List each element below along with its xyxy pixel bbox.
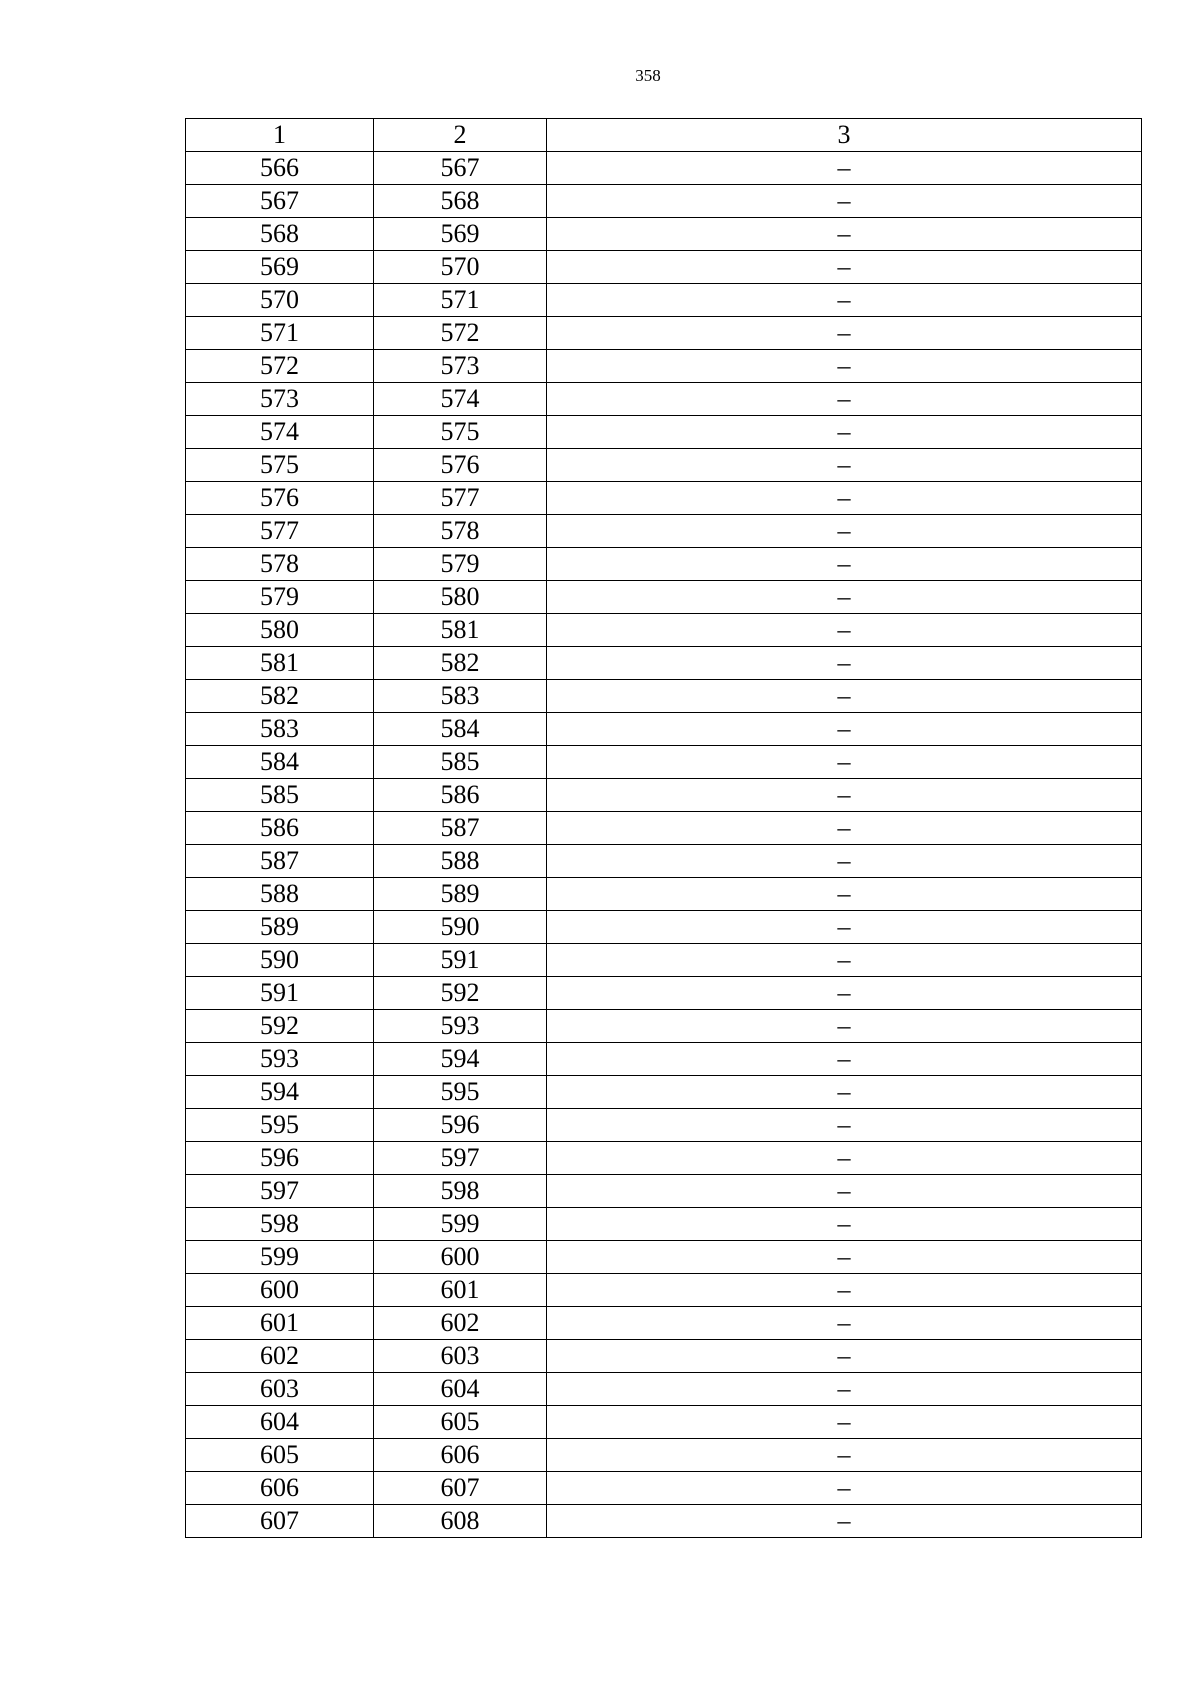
table-cell-col-3: –: [547, 1340, 1142, 1373]
table-cell-col-3: –: [547, 515, 1142, 548]
table-cell-col-3: –: [547, 1274, 1142, 1307]
table-row: [186, 1373, 1142, 1406]
table-cell-col-1: 588: [186, 878, 374, 911]
table-cell-col-1: 579: [186, 581, 374, 614]
table-cell-col-3: –: [547, 977, 1142, 1010]
table-cell-col-1: 604: [186, 1406, 374, 1439]
table-cell-col-3: –: [547, 1241, 1142, 1274]
table-cell-col-3: –: [547, 185, 1142, 218]
table-row: [186, 647, 1142, 680]
table-row: [186, 911, 1142, 944]
table-cell-col-1: 567: [186, 185, 374, 218]
table-cell-col-3: –: [547, 416, 1142, 449]
table-cell-col-2: 606: [374, 1439, 547, 1472]
table-cell-col-1: 598: [186, 1208, 374, 1241]
table-cell-col-2: 585: [374, 746, 547, 779]
table-row: [186, 1241, 1142, 1274]
table-cell-col-1: 592: [186, 1010, 374, 1043]
table-cell-col-3: –: [547, 878, 1142, 911]
header-cell-2: 2: [374, 119, 547, 152]
table-row: [186, 680, 1142, 713]
table-cell-col-3: –: [547, 350, 1142, 383]
table-row: [186, 449, 1142, 482]
header-cell-3: 3: [547, 119, 1142, 152]
table-cell-col-1: 582: [186, 680, 374, 713]
table-cell-col-1: 569: [186, 251, 374, 284]
table-row: [186, 482, 1142, 515]
table-row: [186, 416, 1142, 449]
table-row: [186, 1208, 1142, 1241]
table-cell-col-2: 600: [374, 1241, 547, 1274]
table-cell-col-3: –: [547, 1076, 1142, 1109]
table-row: [186, 614, 1142, 647]
table-row: [186, 350, 1142, 383]
table-cell-col-2: 582: [374, 647, 547, 680]
table-cell-col-2: 569: [374, 218, 547, 251]
table-row: [186, 1340, 1142, 1373]
table-cell-col-2: 588: [374, 845, 547, 878]
table-cell-col-3: –: [547, 812, 1142, 845]
table-cell-col-2: 590: [374, 911, 547, 944]
table-cell-col-2: 608: [374, 1505, 547, 1538]
table-row: [186, 746, 1142, 779]
table-cell-col-3: –: [547, 713, 1142, 746]
table-row: [186, 779, 1142, 812]
table-cell-col-1: 601: [186, 1307, 374, 1340]
table-row: [186, 1439, 1142, 1472]
table-cell-col-2: 601: [374, 1274, 547, 1307]
table-row: [186, 548, 1142, 581]
table-cell-col-2: 577: [374, 482, 547, 515]
table-cell-col-2: 568: [374, 185, 547, 218]
table-cell-col-1: 605: [186, 1439, 374, 1472]
table-cell-col-2: 567: [374, 152, 547, 185]
table-cell-col-1: 591: [186, 977, 374, 1010]
table-cell-col-1: 603: [186, 1373, 374, 1406]
table-cell-col-2: 576: [374, 449, 547, 482]
table-cell-col-3: –: [547, 383, 1142, 416]
table-header-row: [186, 119, 1142, 152]
table-cell-col-3: –: [547, 1208, 1142, 1241]
table-cell-col-1: 566: [186, 152, 374, 185]
table-cell-col-3: –: [547, 1505, 1142, 1538]
table-cell-col-1: 600: [186, 1274, 374, 1307]
table-row: [186, 1043, 1142, 1076]
table-cell-col-1: 568: [186, 218, 374, 251]
table-cell-col-2: 598: [374, 1175, 547, 1208]
table-cell-col-2: 574: [374, 383, 547, 416]
table-row: [186, 284, 1142, 317]
table-cell-col-1: 590: [186, 944, 374, 977]
table-cell-col-2: 583: [374, 680, 547, 713]
table-row: [186, 845, 1142, 878]
table-row: [186, 1472, 1142, 1505]
table-cell-col-2: 571: [374, 284, 547, 317]
table-cell-col-3: –: [547, 845, 1142, 878]
table-cell-col-3: –: [547, 581, 1142, 614]
table-cell-col-1: 599: [186, 1241, 374, 1274]
table-row: [186, 1274, 1142, 1307]
table-cell-col-3: –: [547, 449, 1142, 482]
table-cell-col-3: –: [547, 647, 1142, 680]
table-row: [186, 218, 1142, 251]
table-row: [186, 317, 1142, 350]
table-cell-col-1: 581: [186, 647, 374, 680]
table-cell-col-1: 576: [186, 482, 374, 515]
table-cell-col-3: –: [547, 1307, 1142, 1340]
table-cell-col-2: 607: [374, 1472, 547, 1505]
table-row: [186, 713, 1142, 746]
table-cell-col-2: 572: [374, 317, 547, 350]
table-row: [186, 581, 1142, 614]
table-body: [186, 119, 1142, 1538]
table-cell-col-3: –: [547, 680, 1142, 713]
table-cell-col-2: 602: [374, 1307, 547, 1340]
table-cell-col-2: 592: [374, 977, 547, 1010]
table-cell-col-1: 575: [186, 449, 374, 482]
table-cell-col-1: 572: [186, 350, 374, 383]
table-row: [186, 152, 1142, 185]
table-cell-col-3: –: [547, 911, 1142, 944]
table-cell-col-2: 594: [374, 1043, 547, 1076]
table-cell-col-1: 570: [186, 284, 374, 317]
table-row: [186, 1175, 1142, 1208]
table-row: [186, 944, 1142, 977]
table-cell-col-2: 573: [374, 350, 547, 383]
table-cell-col-1: 583: [186, 713, 374, 746]
table-cell-col-2: 581: [374, 614, 547, 647]
table-cell-col-3: –: [547, 482, 1142, 515]
table-row: [186, 1505, 1142, 1538]
table-cell-col-2: 579: [374, 548, 547, 581]
table-cell-col-2: 597: [374, 1142, 547, 1175]
table-cell-col-2: 593: [374, 1010, 547, 1043]
table-cell-col-3: –: [547, 1472, 1142, 1505]
table-cell-col-1: 602: [186, 1340, 374, 1373]
table-cell-col-3: –: [547, 1175, 1142, 1208]
table-cell-col-2: 605: [374, 1406, 547, 1439]
table-cell-col-1: 587: [186, 845, 374, 878]
header-cell-1: 1: [186, 119, 374, 152]
table-cell-col-2: 570: [374, 251, 547, 284]
table-cell-col-2: 591: [374, 944, 547, 977]
table-cell-col-2: 589: [374, 878, 547, 911]
table-cell-col-2: 586: [374, 779, 547, 812]
table-cell-col-3: –: [547, 1373, 1142, 1406]
table-row: [186, 515, 1142, 548]
table-cell-col-1: 596: [186, 1142, 374, 1175]
table-row: [186, 1307, 1142, 1340]
table-cell-col-2: 603: [374, 1340, 547, 1373]
table-row: [186, 1406, 1142, 1439]
table-row: [186, 1142, 1142, 1175]
table-cell-col-3: –: [547, 317, 1142, 350]
table-cell-col-2: 596: [374, 1109, 547, 1142]
table-cell-col-1: 607: [186, 1505, 374, 1538]
table-cell-col-1: 586: [186, 812, 374, 845]
table-cell-col-3: –: [547, 1406, 1142, 1439]
table-cell-col-2: 599: [374, 1208, 547, 1241]
table-cell-col-3: –: [547, 218, 1142, 251]
table-cell-col-1: 578: [186, 548, 374, 581]
table-cell-col-2: 575: [374, 416, 547, 449]
table-cell-col-3: –: [547, 152, 1142, 185]
table-cell-col-3: –: [547, 1142, 1142, 1175]
table-cell-col-1: 577: [186, 515, 374, 548]
table-cell-col-1: 574: [186, 416, 374, 449]
table-cell-col-2: 587: [374, 812, 547, 845]
table-cell-col-1: 589: [186, 911, 374, 944]
table-cell-col-1: 606: [186, 1472, 374, 1505]
table-cell-col-1: 573: [186, 383, 374, 416]
table-cell-col-3: –: [547, 251, 1142, 284]
table-row: [186, 251, 1142, 284]
table-row: [186, 383, 1142, 416]
table-cell-col-3: –: [547, 614, 1142, 647]
table-cell-col-2: 595: [374, 1076, 547, 1109]
table-cell-col-2: 604: [374, 1373, 547, 1406]
table-row: [186, 977, 1142, 1010]
table-cell-col-3: –: [547, 1043, 1142, 1076]
table-cell-col-1: 595: [186, 1109, 374, 1142]
table-cell-col-1: 585: [186, 779, 374, 812]
data-table: [185, 118, 1142, 1538]
table-row: [186, 878, 1142, 911]
table-cell-col-1: 594: [186, 1076, 374, 1109]
table-row: [186, 812, 1142, 845]
table-cell-col-3: –: [547, 944, 1142, 977]
table-cell-col-3: –: [547, 779, 1142, 812]
table-cell-col-1: 571: [186, 317, 374, 350]
table-row: [186, 1076, 1142, 1109]
table-cell-col-3: –: [547, 746, 1142, 779]
table-cell-col-2: 584: [374, 713, 547, 746]
table-row: [186, 1010, 1142, 1043]
table-cell-col-3: –: [547, 1439, 1142, 1472]
table-cell-col-2: 578: [374, 515, 547, 548]
table-row: [186, 1109, 1142, 1142]
table-cell-col-3: –: [547, 1010, 1142, 1043]
table-cell-col-3: –: [547, 284, 1142, 317]
table-row: [186, 185, 1142, 218]
page-number: 358: [635, 66, 661, 85]
table-cell-col-3: –: [547, 548, 1142, 581]
table-cell-col-1: 584: [186, 746, 374, 779]
table-cell-col-3: –: [547, 1109, 1142, 1142]
table-cell-col-2: 580: [374, 581, 547, 614]
table-cell-col-1: 593: [186, 1043, 374, 1076]
table-cell-col-1: 597: [186, 1175, 374, 1208]
table-cell-col-1: 580: [186, 614, 374, 647]
